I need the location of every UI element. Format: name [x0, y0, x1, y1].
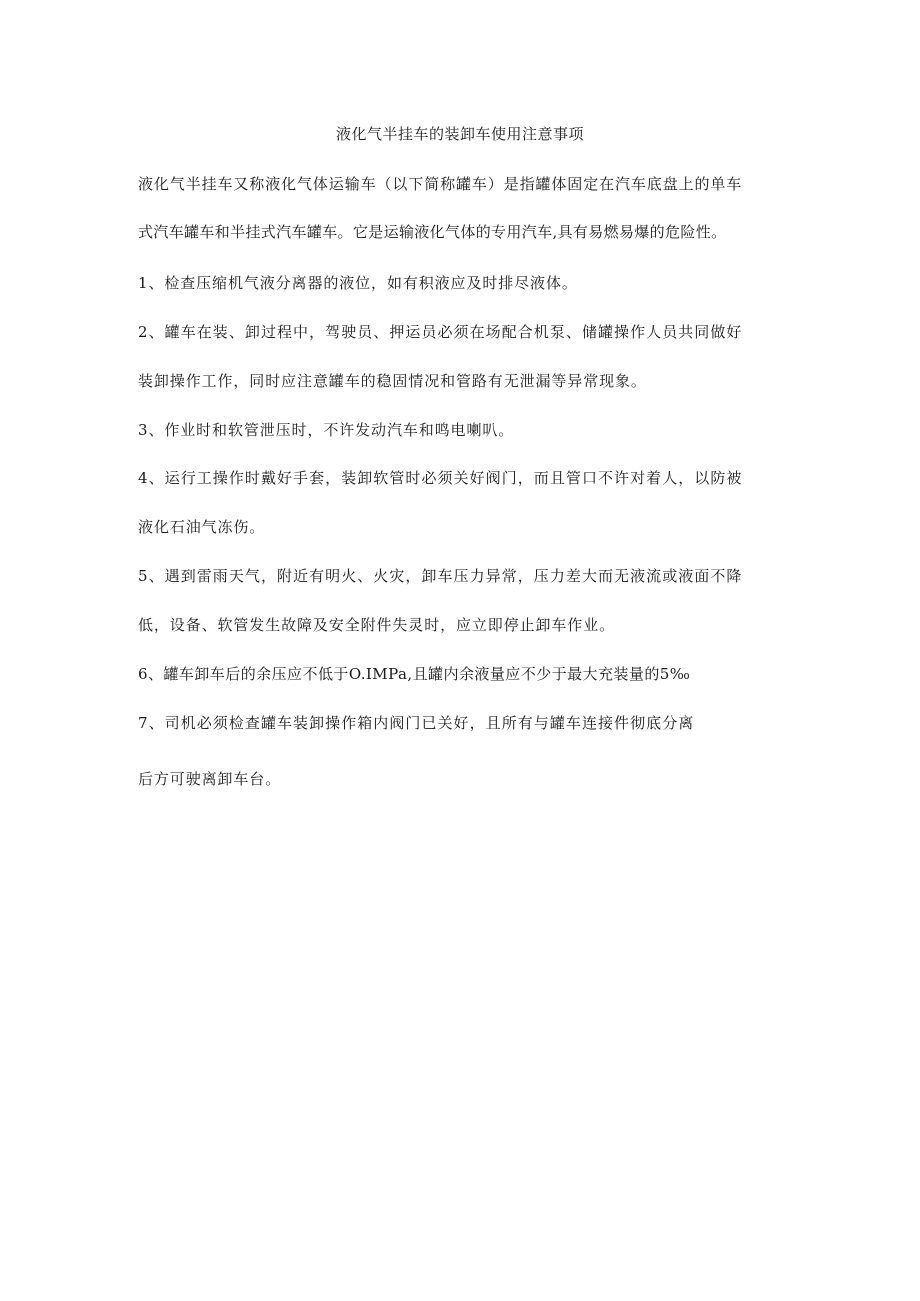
intro-line-1: 液化气半挂车又称液化气体运输车（以下简称罐车）是指罐体固定在汽车底盘上的单车: [138, 175, 743, 193]
item-3-line-1: 3、作业时和软管泄压时，不许发动汽车和鸣电喇叭。: [138, 421, 515, 439]
item-2-line-2: 装卸操作工作，同时应注意罐车的稳固情况和管路有无泄漏等异常现象。: [138, 372, 647, 390]
item-5-line-2: 低，设备、软管发生故障及安全附件失灵时，应立即停止卸车作业。: [138, 616, 616, 634]
item-6-line-1: 6、罐车卸车后的余压应不低于O.IMPa,且罐内余液量应不少于最大充装量的5‰: [138, 665, 691, 683]
item-5-line-1: 5、遇到雷雨天气，附近有明火、火灾，卸车压力异常，压力差大而无液流或液面不降: [138, 567, 743, 585]
intro-line-2: 式汽车罐车和半挂式汽车罐车。它是运输液化气体的专用汽车,具有易燃易爆的危险性。: [138, 223, 727, 241]
item-1-line-1: 1、检查压缩机气液分离器的液位，如有积液应及时排尽液体。: [138, 274, 578, 292]
document-title: 液化气半挂车的装卸车使用注意事项: [335, 125, 584, 143]
item-2-line-1: 2、罐车在装、卸过程中，驾驶员、押运员必须在场配合机泵、储罐操作人员共同做好: [138, 323, 743, 341]
item-7-line-1: 7、司机必须检查罐车装卸操作箱内阀门已关好，且所有与罐车连接件彻底分离: [138, 714, 695, 732]
item-7-line-2: 后方可驶离卸车台。: [138, 770, 282, 788]
item-4-line-1: 4、运行工操作时戴好手套，装卸软管时必须关好阀门，而且管口不许对着人，以防被: [138, 469, 743, 487]
item-4-line-2: 液化石油气冻伤。: [138, 518, 266, 536]
